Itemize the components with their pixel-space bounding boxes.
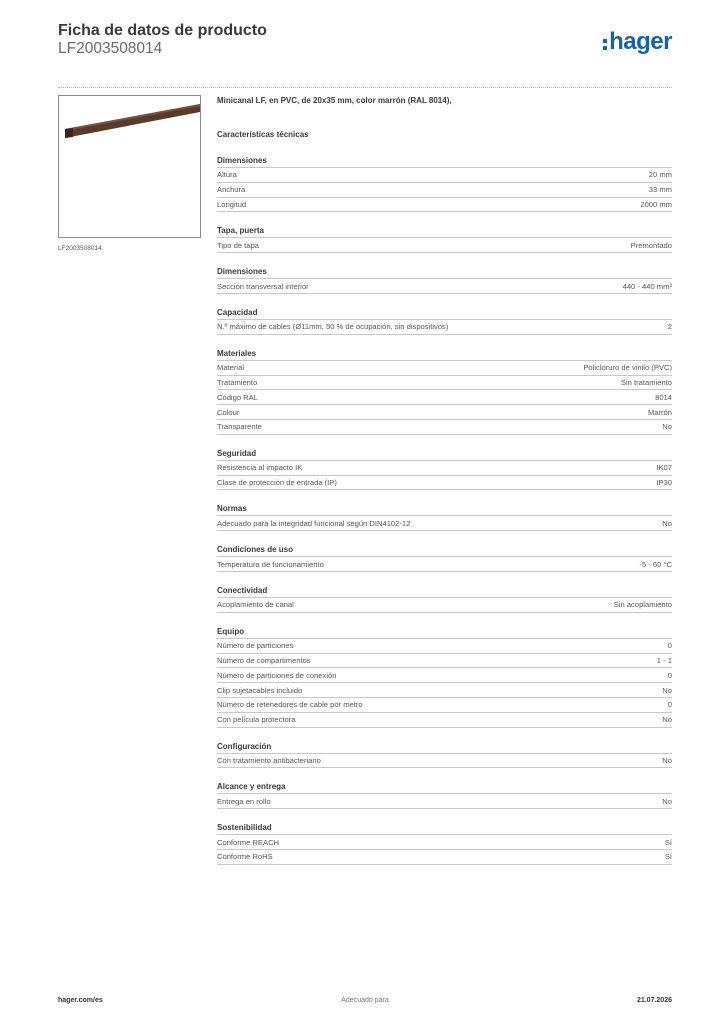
spec-value: 2000 mm [640,199,672,209]
spec-group [217,449,672,491]
spec-label: Clase de protección de entrada (IP) [217,477,337,487]
spec-value: No [662,518,672,528]
spec-label: Conforme RoHS [217,852,273,862]
spec-value: -5 - 60 °C [639,559,672,569]
spec-group [217,349,672,435]
spec-label: Altura [217,170,237,180]
spec-row [217,476,672,491]
spec-row [217,461,672,476]
spec-label: Con película protectora [217,715,296,725]
spec-value: Policloruro de vinilo (PVC) [583,363,672,373]
product-code: LF2003508014 [58,40,163,57]
spec-group [217,267,672,294]
spec-group-title: Normas [217,504,672,516]
spec-group-title: Capacidad [217,308,672,320]
spec-row [217,850,672,865]
spec-row [217,183,672,198]
spec-label: Número de compartimentos [217,655,311,665]
spec-row [217,168,672,183]
spec-group [217,627,672,728]
spec-group-title: Equipo [217,627,672,639]
spec-value: 2 [667,322,672,332]
spec-value: Sin tratamiento [620,377,672,387]
spec-row [217,654,672,669]
trunking-illustration [59,96,200,237]
spec-label: Código RAL [217,392,258,402]
spec-group [217,226,672,253]
spec-row [217,516,672,531]
technical-characteristics-title: Características técnicas [217,130,309,139]
header-divider [58,87,672,88]
spec-value: 33 mm [648,185,672,195]
trunking-end-face [65,128,73,138]
spec-row [217,405,672,420]
spec-group [217,586,672,613]
spec-value: 8014 [655,392,672,402]
spec-row [217,390,672,405]
spec-value: 440 - 440 mm² [622,281,672,291]
spec-row [217,698,672,713]
spec-label: Conforme REACH [217,837,280,847]
page-title: Ficha de datos de producto [58,22,267,39]
spec-label: Tipo de tapa [217,240,259,250]
spec-row [217,794,672,809]
spec-value: 0 [667,641,672,651]
spec-row [217,320,672,335]
spec-label: Entrega en rollo [217,796,271,806]
spec-group [217,823,672,865]
spec-row [217,639,672,654]
spec-group-title: Configuración [217,742,672,754]
spec-group-title: Seguridad [217,449,672,461]
spec-row [217,361,672,376]
footer-date: 21.07.2026 [636,997,672,1004]
spec-row [217,668,672,683]
spec-value: 1 - 1 [656,655,672,665]
spec-value: Sí [664,837,672,847]
spec-value: 0 [667,700,672,710]
spec-value: 0 [667,670,672,680]
spec-group-title: Alcance y entrega [217,782,672,794]
spec-row [217,279,672,294]
spec-groups [217,156,672,865]
product-description: Minicanal LF, en PVC, de 20x35 mm, color marrón (RAL 8014), [217,96,452,105]
logo-mark-icon [603,39,607,50]
image-caption: LF2003508014 [58,245,102,252]
spec-value: IK07 [656,463,672,473]
spec-group-title: Condiciones de uso [217,545,672,557]
spec-group-title: Tapa, puerta [217,226,672,238]
spec-label: N.º máximo de cables (Ø11mm, 50 % de ocupación, sin dispositivos) [217,322,449,332]
spec-label: Número de retenedores de cable por metro [217,700,363,710]
spec-value: No [662,755,672,765]
spec-value: IP30 [656,477,672,487]
trunking-highlight [65,104,200,131]
spec-label: Anchura [217,185,246,195]
spec-value: No [662,715,672,725]
spec-group-title: Sostenibilidad [217,823,672,835]
spec-group [217,308,672,335]
spec-group-title: Dimensiones [217,156,672,168]
spec-label: Colour [217,407,240,417]
spec-label: Transparente [217,422,262,432]
spec-label: Número de particiones de conexión [217,670,337,680]
spec-value: Sin acoplamiento [613,600,672,610]
footer-suitability: Adecuado para [341,997,389,1004]
spec-row [217,835,672,850]
spec-label: Adecuado para la integridad funcional según DIN4102-12 [217,518,411,528]
spec-label: Con tratamiento antibacteriano [217,755,321,765]
spec-row [217,598,672,613]
spec-value: No [662,796,672,806]
spec-group-title: Materiales [217,349,672,361]
spec-group-title: Conectividad [217,586,672,598]
spec-label: Material [217,363,245,373]
spec-label: Resistencia al impacto IK [217,463,303,473]
spec-value: Marrón [647,407,672,417]
spec-value: No [662,685,672,695]
spec-row [217,420,672,435]
spec-group [217,545,672,572]
spec-group-title: Dimensiones [217,267,672,279]
logo-text: hager [609,28,672,55]
hager-logo [603,28,672,56]
spec-value: Premontado [630,240,672,250]
spec-row [217,198,672,213]
spec-value: No [662,422,672,432]
spec-row [217,376,672,391]
spec-group [217,156,672,212]
spec-row [217,754,672,769]
spec-label: Acoplamiento de canal [217,600,294,610]
page-header [58,22,672,64]
spec-group [217,782,672,809]
spec-group [217,742,672,769]
spec-label: Tratamiento [217,377,258,387]
spec-content [217,96,672,865]
product-image [58,95,201,238]
spec-label: Temperatura de funcionamiento [217,559,324,569]
spec-row [217,713,672,728]
spec-row [217,557,672,572]
spec-group [217,504,672,531]
spec-label: Clip sujetacables incluido [217,685,303,695]
spec-label: Longitud [217,199,247,209]
spec-row [217,238,672,253]
footer-website: hager.com/es [58,997,103,1004]
spec-label: Sección transversal interior [217,281,309,291]
spec-value: 20 mm [648,170,672,180]
spec-value: Sí [664,852,672,862]
spec-row [217,683,672,698]
spec-label: Número de particiones [217,641,294,651]
